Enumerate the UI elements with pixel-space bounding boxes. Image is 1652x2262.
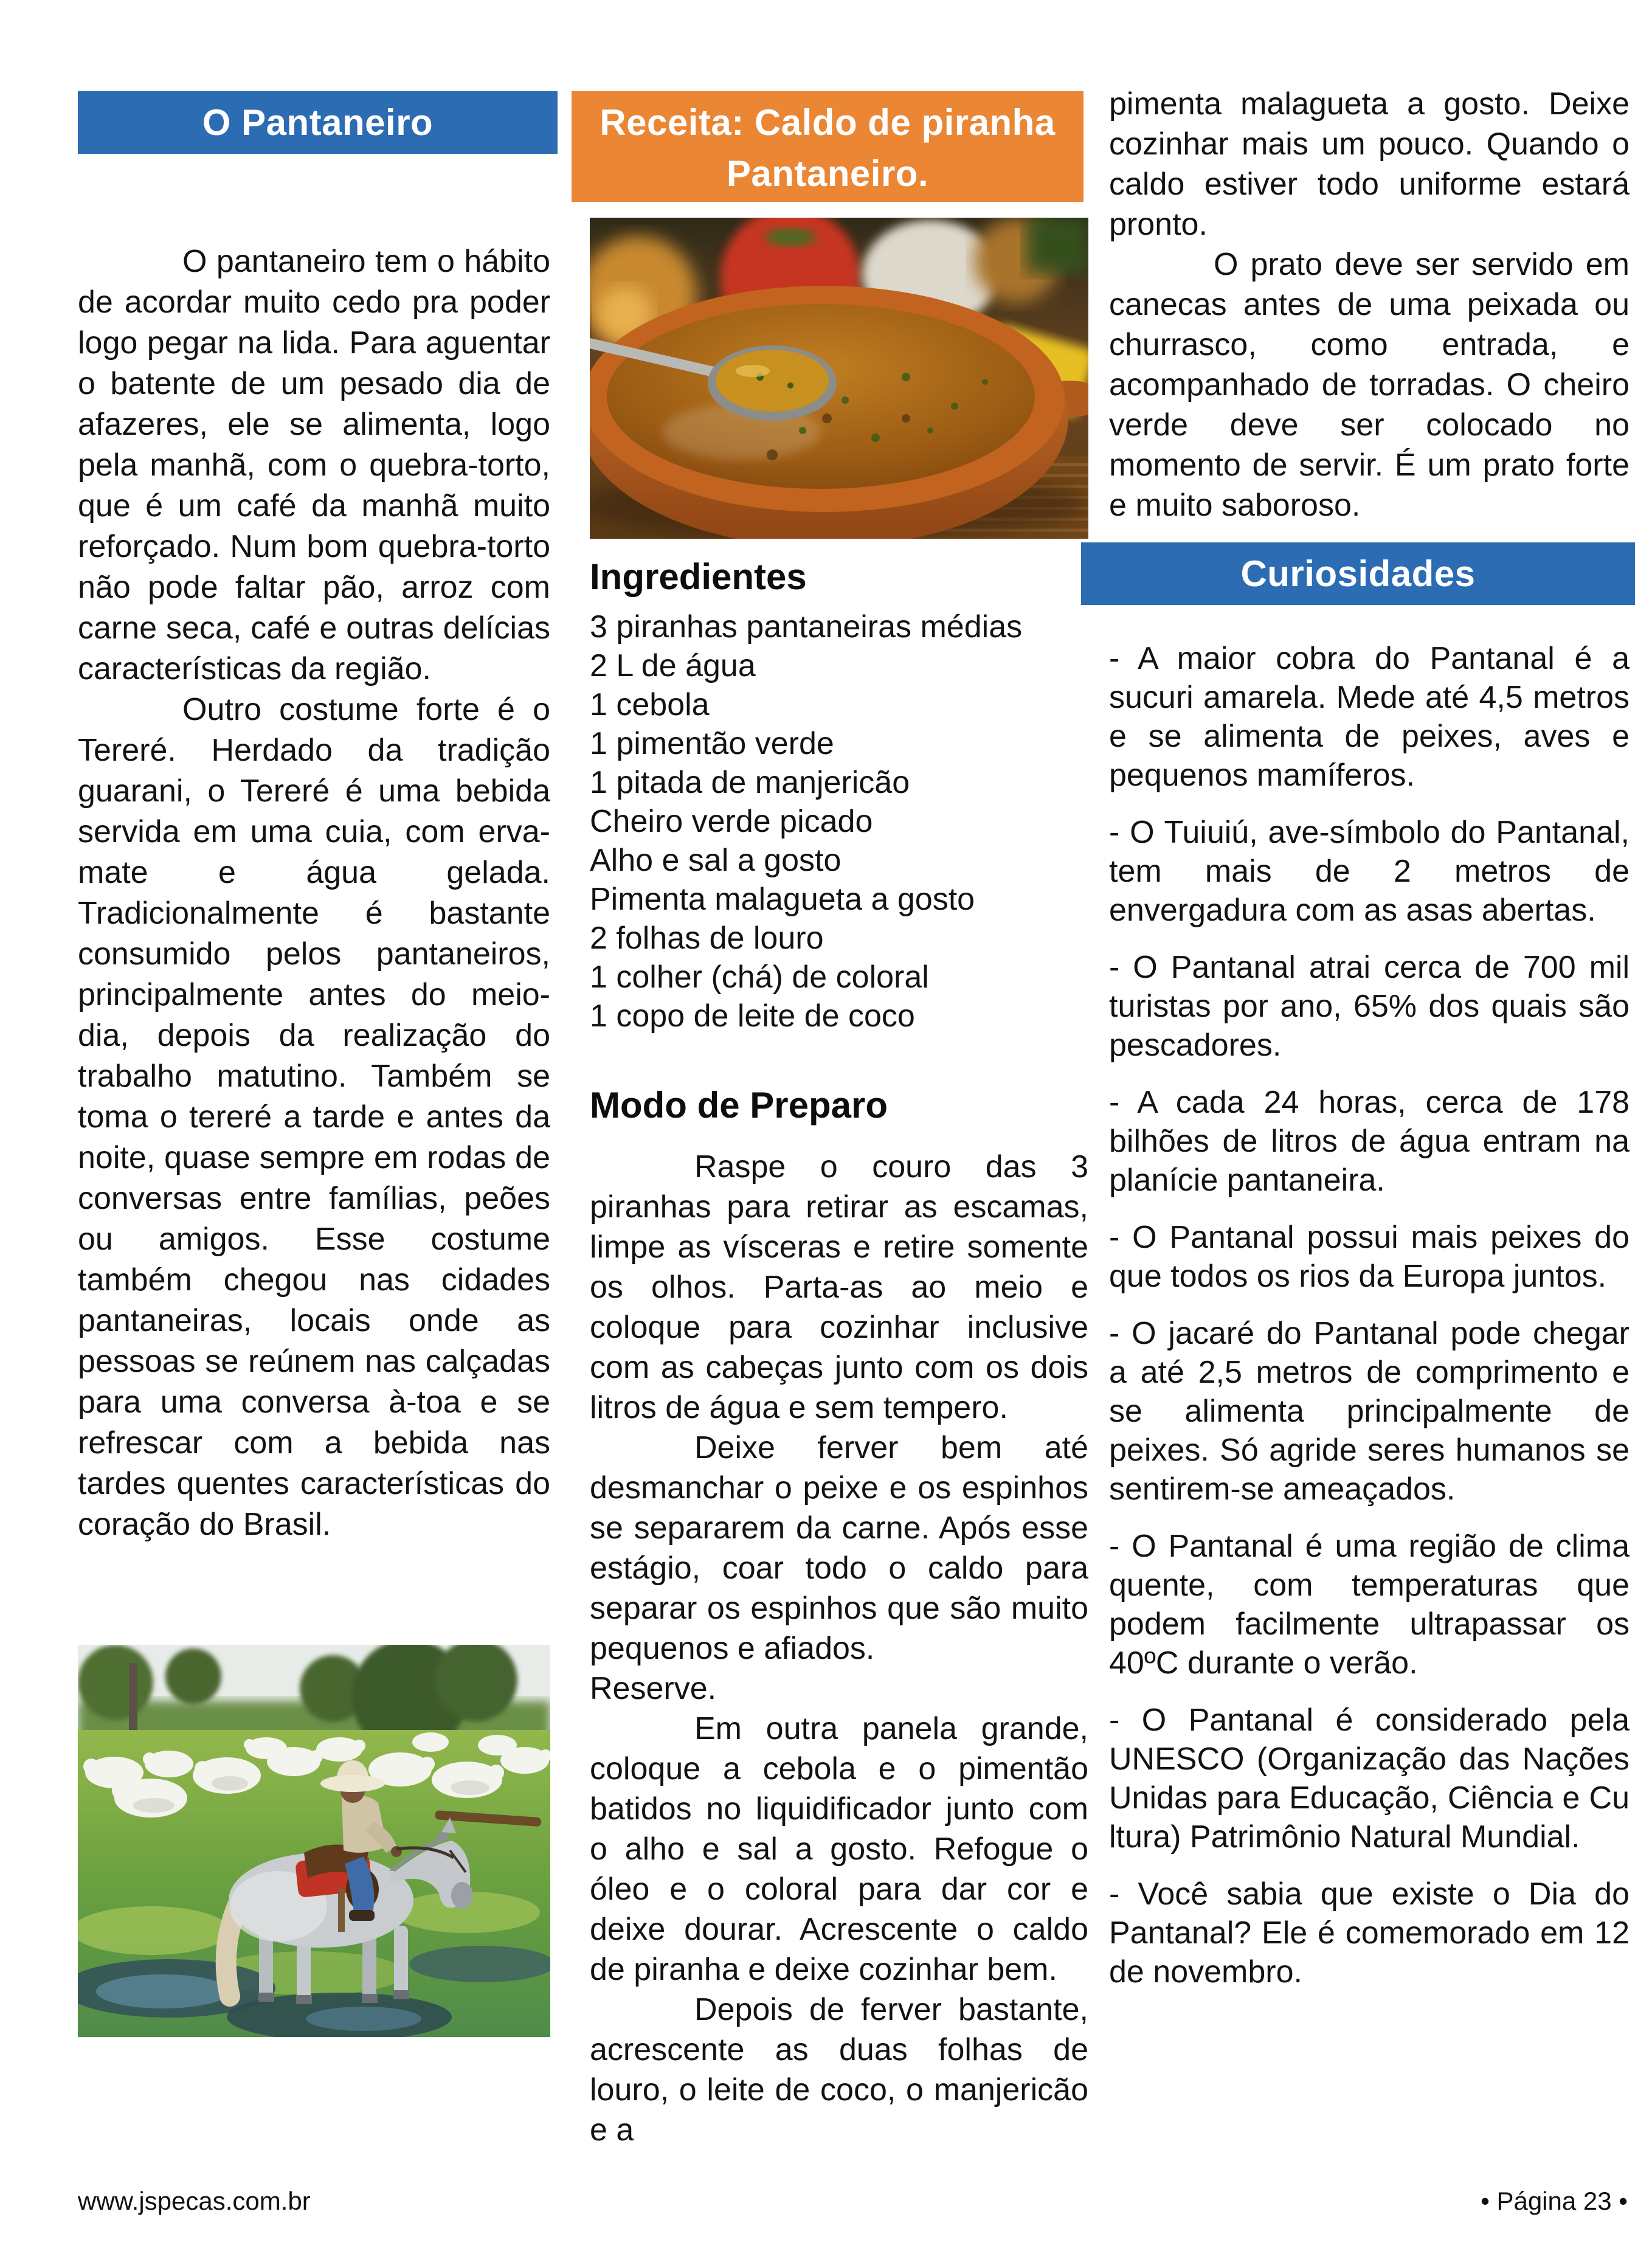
curiosity-item: - A cada 24 horas, cerca de 178 bilhões de litros de água entram na planície pantaneira. bbox=[1109, 1085, 1630, 1198]
pantaneiro-paragraph: Outro costume forte é o Tereré. Herdado da tradição guarani, o Tereré é uma bebida servida em uma cuia, com erva-mate e água gelada. Tradicionalmente é bastante consumido pelos pantaneiros, principalmente antes do meio-dia, depois da realização do trabalho matutino. Também se toma o tereré a tarde e antes da noite, quase sempre em rodas de conversas entre famílias, peões ou amigos. Esse costume também chegou nas cidades pantaneiras, locais onde as pessoas se reúnem nas calçadas para uma conversa à-toa e se refrescar com a bebida nas tardes quentes características do coração do Brasil. bbox=[78, 692, 550, 1542]
curiosity-item: - O Pantanal é uma região de clima quente, com temperaturas que podem facilmente ultrapassar os 40ºC durante o verão. bbox=[1109, 1529, 1630, 1681]
ingredients-title: Ingredientes bbox=[590, 556, 807, 597]
curiosity-item: - O Tuiuiú, ave-símbolo do Pantanal, tem mais de 2 metros de envergadura com as asas abertas. bbox=[1109, 815, 1630, 928]
pantaneiro-paragraph: O pantaneiro tem o hábito de acordar muito cedo pra poder logo pegar na lida. Para aguentar o batente de um pesado dia de afazeres, ele se alimenta, logo pela manhã, com o quebra-torto, que é um café da manhã muito reforçado. Num bom quebra-torto não pode faltar pão, arroz com carne seca, café e outras delícias características da região. bbox=[78, 244, 550, 687]
ingredient-item: 3 piranhas pantaneiras médias bbox=[590, 609, 1023, 645]
curiosity-item: - O Pantanal possui mais peixes do que todos os rios da Europa juntos. bbox=[1109, 1220, 1630, 1294]
section-header-receita-label: Receita: Caldo de piranha Pantaneiro. bbox=[600, 102, 1056, 194]
ingredients-list bbox=[590, 607, 1088, 1036]
column-receita bbox=[590, 91, 1088, 2150]
column-curiosidades bbox=[1109, 84, 1630, 2010]
section-header-receita bbox=[572, 91, 1083, 202]
curiosity-item: - O Pantanal é considerado pela UNESCO (Organização das Nações Unidas para Educação, Ciência e Cu ltura) Patrimônio Natural Mundial. bbox=[1109, 1703, 1630, 1855]
curiosity-item: - Você sabia que existe o Dia do Pantanal? Ele é comemorado em 12 de novembro. bbox=[1109, 1876, 1630, 1990]
footer-page-number: • Página 23 • bbox=[1481, 2187, 1628, 2215]
ingredient-item: Cheiro verde picado bbox=[590, 804, 873, 839]
preparation-paragraph: Raspe o couro das 3 piranhas para retirar as escamas, limpe as vísceras e retire somente os olhos. Parta-as ao meio e coloque para cozinhar inclusive com as cabeças junto com os dois litros de água e sem tempero. bbox=[590, 1149, 1088, 1425]
preparation-paragraph: Depois de ferver bastante, acrescente as duas folhas de louro, o leite de coco, o manjericão e a bbox=[590, 1992, 1088, 2148]
ingredient-item: 1 colher (chá) de coloral bbox=[590, 960, 929, 995]
footer-website: www.jspecas.com.br bbox=[78, 2187, 311, 2215]
ingredient-item: Alho e sal a gosto bbox=[590, 843, 842, 878]
section-header-curiosidades-label: Curiosidades bbox=[1240, 553, 1476, 594]
curiosity-item: - A maior cobra do Pantanal é a sucuri amarela. Mede até 4,5 metros e se alimenta de peixes, aves e pequenos mamíferos. bbox=[1109, 641, 1630, 793]
ingredient-item: 1 pimentão verde bbox=[590, 726, 834, 761]
rider-hat bbox=[320, 1775, 385, 1792]
pantaneiro-cattle-photo bbox=[78, 1645, 550, 2037]
section-header-pantaneiro bbox=[78, 91, 558, 154]
recipe-serving-paragraph: O prato deve ser servido em canecas antes de uma peixada ou churrasco, como entrada, e acompanhado de torradas. O cheiro verde deve ser colocado no momento de servir. É um prato forte e muito saboroso. bbox=[1109, 247, 1630, 523]
preparation-paragraph: Reserve. bbox=[590, 1671, 717, 1706]
column-pantaneiro bbox=[78, 91, 550, 2037]
ingredient-item: 2 folhas de louro bbox=[590, 921, 824, 956]
ingredient-item: Pimenta malagueta a gosto bbox=[590, 882, 975, 917]
ingredient-item: 1 copo de leite de coco bbox=[590, 998, 915, 1034]
curiosity-item: - O jacaré do Pantanal pode chegar a até 2,5 metros de comprimento e se alimenta principalmente de peixes. Só agride seres humanos se sentirem-se ameaçados. bbox=[1109, 1316, 1630, 1507]
ingredient-item: 2 L de água bbox=[590, 648, 756, 683]
section-header-curiosidades bbox=[1081, 542, 1635, 605]
curiosity-item: - O Pantanal atrai cerca de 700 mil turistas por ano, 65% dos quais são pescadores. bbox=[1109, 950, 1630, 1063]
section-header-pantaneiro-label: O Pantaneiro bbox=[202, 102, 434, 143]
piranha-soup-photo bbox=[590, 218, 1088, 539]
preparation-paragraph: Deixe ferver bem até desmanchar o peixe e os espinhos se separarem da carne. Após esse estágio, coar todo o caldo para separar os espinhos que são muito pequenos e afiados. bbox=[590, 1430, 1088, 1666]
ingredient-item: 1 pitada de manjericão bbox=[590, 765, 910, 800]
preparation-title: Modo de Preparo bbox=[590, 1085, 888, 1126]
preparation-paragraph: Em outra panela grande, coloque a cebola e o pimentão batidos no liquidificador junto com o alho e sal a gosto. Refogue o óleo e o coloral para dar cor e deixe dourar. Acrescente o caldo de piranha e deixe cozinhar bem. bbox=[590, 1711, 1088, 1987]
recipe-continuation-paragraph: pimenta malagueta a gosto. Deixe cozinhar mais um pouco. Quando o caldo estiver todo uniforme estará pronto. bbox=[1109, 86, 1630, 242]
ingredient-item: 1 cebola bbox=[590, 687, 710, 722]
